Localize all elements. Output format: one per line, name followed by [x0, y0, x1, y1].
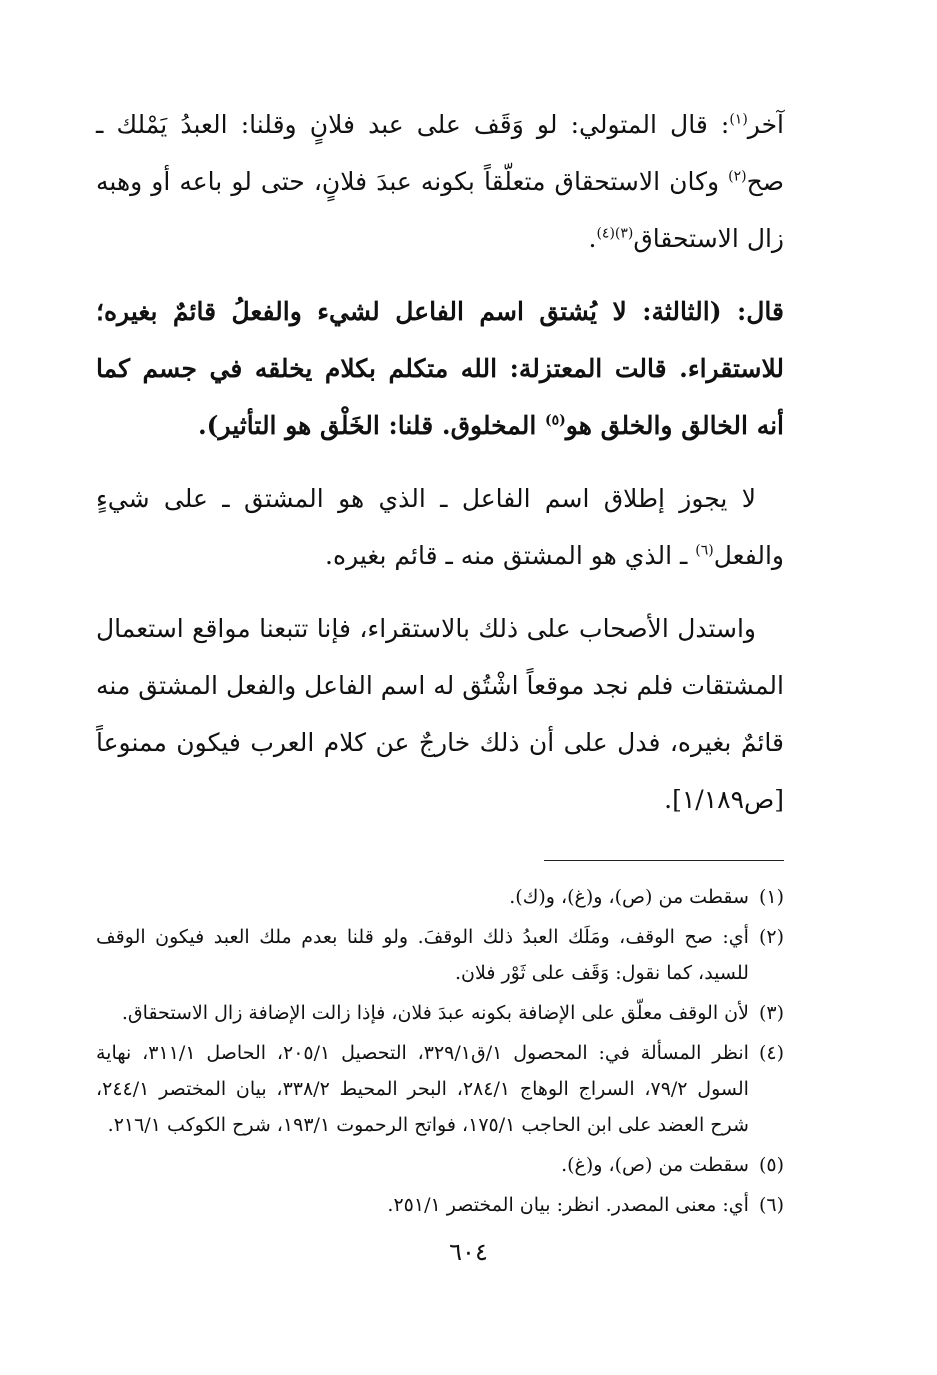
footnote-number: (٤)	[758, 1042, 784, 1064]
footnote-text: أي: صح الوقف، ومَلَك العبدُ ذلك الوقفَ. ولو قلنا بعدم ملك العبد فيكون الوقف للسيد، كما نقول: وَقَف على ثَوْر فلان.	[96, 926, 749, 984]
paragraph-sharh-1: لا يجوز إطلاق اسم الفاعل ـ الذي هو المشتق ـ على شيءٍ والفعل$^{(٦)}$ ـ الذي هو المشتق منه ـ قائم بغيره.	[96, 484, 784, 570]
footnotes	[96, 879, 784, 1223]
footnote-number: (٢)	[758, 926, 784, 948]
footnote-5	[96, 1147, 784, 1183]
footnote-ref: (٥)	[545, 412, 566, 429]
page-body	[96, 96, 784, 1227]
paragraph-intro: آخر$^{(١)}$: قال المتولي: لو وَقَف على عبد فلانٍ وقلنا: العبدُ يَمْلك ـ صح$^{(٢)}$ وكان الاستحقاق متعلّقاً بكونه عبدَ فلانٍ، حتى لو باعه أو وهبه زال الاستحقاق$^{(٣)(٤)}$.	[96, 110, 784, 253]
footnote-3	[96, 995, 784, 1031]
footnote-ref: (٢)	[728, 168, 747, 185]
footnote-2	[96, 919, 784, 991]
footnote-ref: (٣)(٤)	[596, 225, 634, 242]
footnote-6	[96, 1187, 784, 1223]
footnote-number: (٣)	[758, 1002, 784, 1024]
footnote-text: سقطت من (ص)، و(غ).	[561, 1154, 749, 1176]
footnote-text: أي: معنى المصدر. انظر: بيان المختصر ٢٥١/١.	[387, 1194, 749, 1216]
page-number: ٦٠٤	[449, 1238, 488, 1266]
paragraph-sharh-2: واستدل الأصحاب على ذلك بالاستقراء، فإنا تتبعنا مواقع استعمال المشتقات فلم نجد موقعاً اشْتُق له اسم الفاعل والفعل المشتق منه قائمٌ بغيره، فدل على أن ذلك خارجٌ عن كلام العرب فيكون ممنوعاً [ص١/١٨٩].	[96, 614, 784, 814]
footnote-separator	[544, 860, 784, 861]
paragraph-matn: قال: (الثالثة: لا يُشتق اسم الفاعل لشيء والفعلُ قائمٌ بغيره؛ للاستقراء. قالت المعتزلة: الله متكلم بكلام يخلقه في جسم كما أنه الخالق والخلق هو$^{(٥)}$ المخلوق. قلنا: الخَلْق هو التأثير).	[96, 297, 784, 440]
footnote-ref: (٦)	[695, 542, 714, 559]
footnote-number: (١)	[758, 886, 784, 908]
footnote-text: انظر المسألة في: المحصول ١/ق٣٢٩/١، التحصيل ٢٠٥/١، الحاصل ٣١١/١، نهاية السول ٧٩/٢، السراج الوهاج ٢٨٤/١، البحر المحيط ٣٣٨/٢، بيان المختصر ٢٤٤/١، شرح العضد على ابن الحاجب ١٧٥/١، فواتح الرحموت ١٩٣/١، شرح الكوكب ٢١٦/١.	[96, 1042, 749, 1136]
footnote-number: (٥)	[758, 1154, 784, 1176]
footnote-text: لأن الوقف معلّق على الإضافة بكونه عبدَ فلان، فإذا زالت الإضافة زال الاستحقاق.	[121, 1002, 749, 1024]
footnote-number: (٦)	[758, 1194, 784, 1216]
footnote-1	[96, 879, 784, 915]
footnote-ref: (١)	[729, 111, 748, 128]
footnote-4	[96, 1035, 784, 1143]
footnote-text: سقطت من (ص)، و(غ)، و(ك).	[509, 886, 749, 908]
